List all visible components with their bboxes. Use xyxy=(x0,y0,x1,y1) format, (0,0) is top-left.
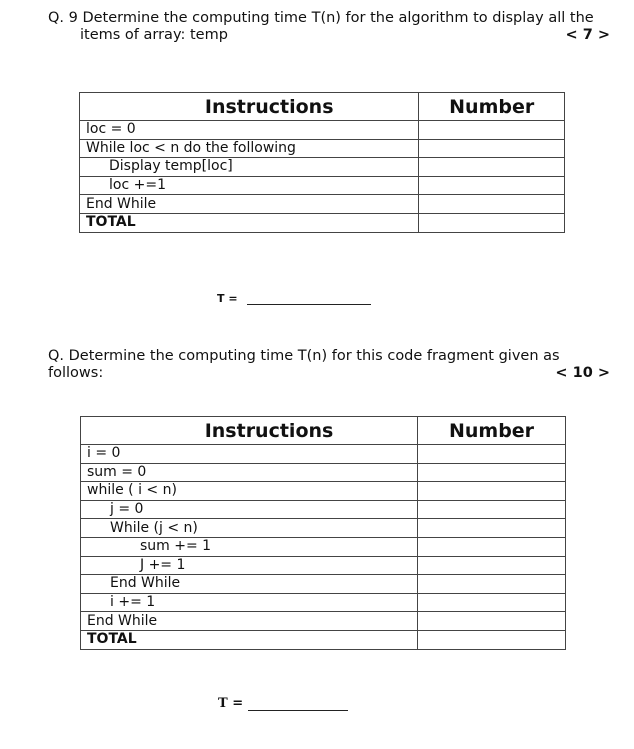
instruction-cell: loc = 0 xyxy=(80,121,419,140)
number-cell[interactable] xyxy=(418,445,566,464)
number-cell[interactable] xyxy=(418,537,566,556)
question-9 xyxy=(48,10,610,44)
table-row xyxy=(80,195,565,214)
question-9-marks: < 7 > xyxy=(565,27,610,43)
total-cell: TOTAL xyxy=(81,630,418,649)
question-10-text: Q. Determine the computing time T(n) for this code fragment given as follows: xyxy=(48,348,560,381)
instruction-cell: i += 1 xyxy=(81,593,418,612)
table-row xyxy=(80,121,565,140)
table-row xyxy=(81,593,566,612)
question-10-t-answer xyxy=(218,696,348,711)
table-row xyxy=(81,537,566,556)
answer-blank[interactable] xyxy=(247,304,371,305)
instruction-cell: j = 0 xyxy=(81,500,418,519)
instructions-header: Instructions xyxy=(80,93,419,121)
table-row xyxy=(81,612,566,631)
number-cell[interactable] xyxy=(419,176,565,195)
instruction-cell: While (j < n) xyxy=(81,519,418,538)
total-cell: TOTAL xyxy=(80,213,419,232)
question-9-text-line1: Q. 9 Determine the computing time T(n) for the algorithm to display all the xyxy=(48,10,594,26)
question-9-t-answer xyxy=(217,292,371,305)
table-row xyxy=(81,500,566,519)
number-cell[interactable] xyxy=(418,575,566,594)
number-cell[interactable] xyxy=(419,195,565,214)
number-header: Number xyxy=(418,417,566,445)
t-label: T = xyxy=(217,292,238,305)
instruction-cell: loc +=1 xyxy=(80,176,419,195)
instruction-cell: End While xyxy=(81,575,418,594)
instruction-cell: i = 0 xyxy=(81,445,418,464)
table-row xyxy=(81,463,566,482)
table-row xyxy=(81,556,566,575)
table-row xyxy=(81,575,566,594)
question-9-table xyxy=(79,92,565,233)
question-10-marks: < 10 > xyxy=(555,365,610,381)
number-cell[interactable] xyxy=(418,463,566,482)
instruction-cell: sum = 0 xyxy=(81,463,418,482)
number-header: Number xyxy=(419,93,565,121)
table-row xyxy=(81,482,566,501)
number-cell[interactable] xyxy=(418,556,566,575)
number-cell[interactable] xyxy=(418,612,566,631)
number-cell[interactable] xyxy=(418,500,566,519)
question-10 xyxy=(48,348,610,382)
table-row xyxy=(80,176,565,195)
instructions-header: Instructions xyxy=(81,417,418,445)
table-row xyxy=(80,158,565,177)
table-row xyxy=(81,519,566,538)
number-cell[interactable] xyxy=(419,139,565,158)
instruction-cell: Display temp[loc] xyxy=(80,158,419,177)
number-cell[interactable] xyxy=(419,158,565,177)
instruction-cell: End While xyxy=(81,612,418,631)
table-row xyxy=(80,139,565,158)
t-label: T = xyxy=(218,696,244,711)
table-row xyxy=(81,630,566,649)
number-cell[interactable] xyxy=(418,593,566,612)
total-number-cell[interactable] xyxy=(419,213,565,232)
instruction-cell: sum += 1 xyxy=(81,537,418,556)
number-cell[interactable] xyxy=(418,519,566,538)
table-row xyxy=(80,213,565,232)
question-10-table xyxy=(80,416,566,650)
total-number-cell[interactable] xyxy=(418,630,566,649)
table-row xyxy=(81,445,566,464)
instruction-cell: While loc < n do the following xyxy=(80,139,419,158)
instruction-cell: while ( i < n) xyxy=(81,482,418,501)
instruction-cell: End While xyxy=(80,195,419,214)
number-cell[interactable] xyxy=(419,121,565,140)
answer-blank[interactable] xyxy=(248,697,348,711)
question-9-text-line2: items of array: temp xyxy=(80,27,228,43)
number-cell[interactable] xyxy=(418,482,566,501)
instruction-cell: J += 1 xyxy=(81,556,418,575)
